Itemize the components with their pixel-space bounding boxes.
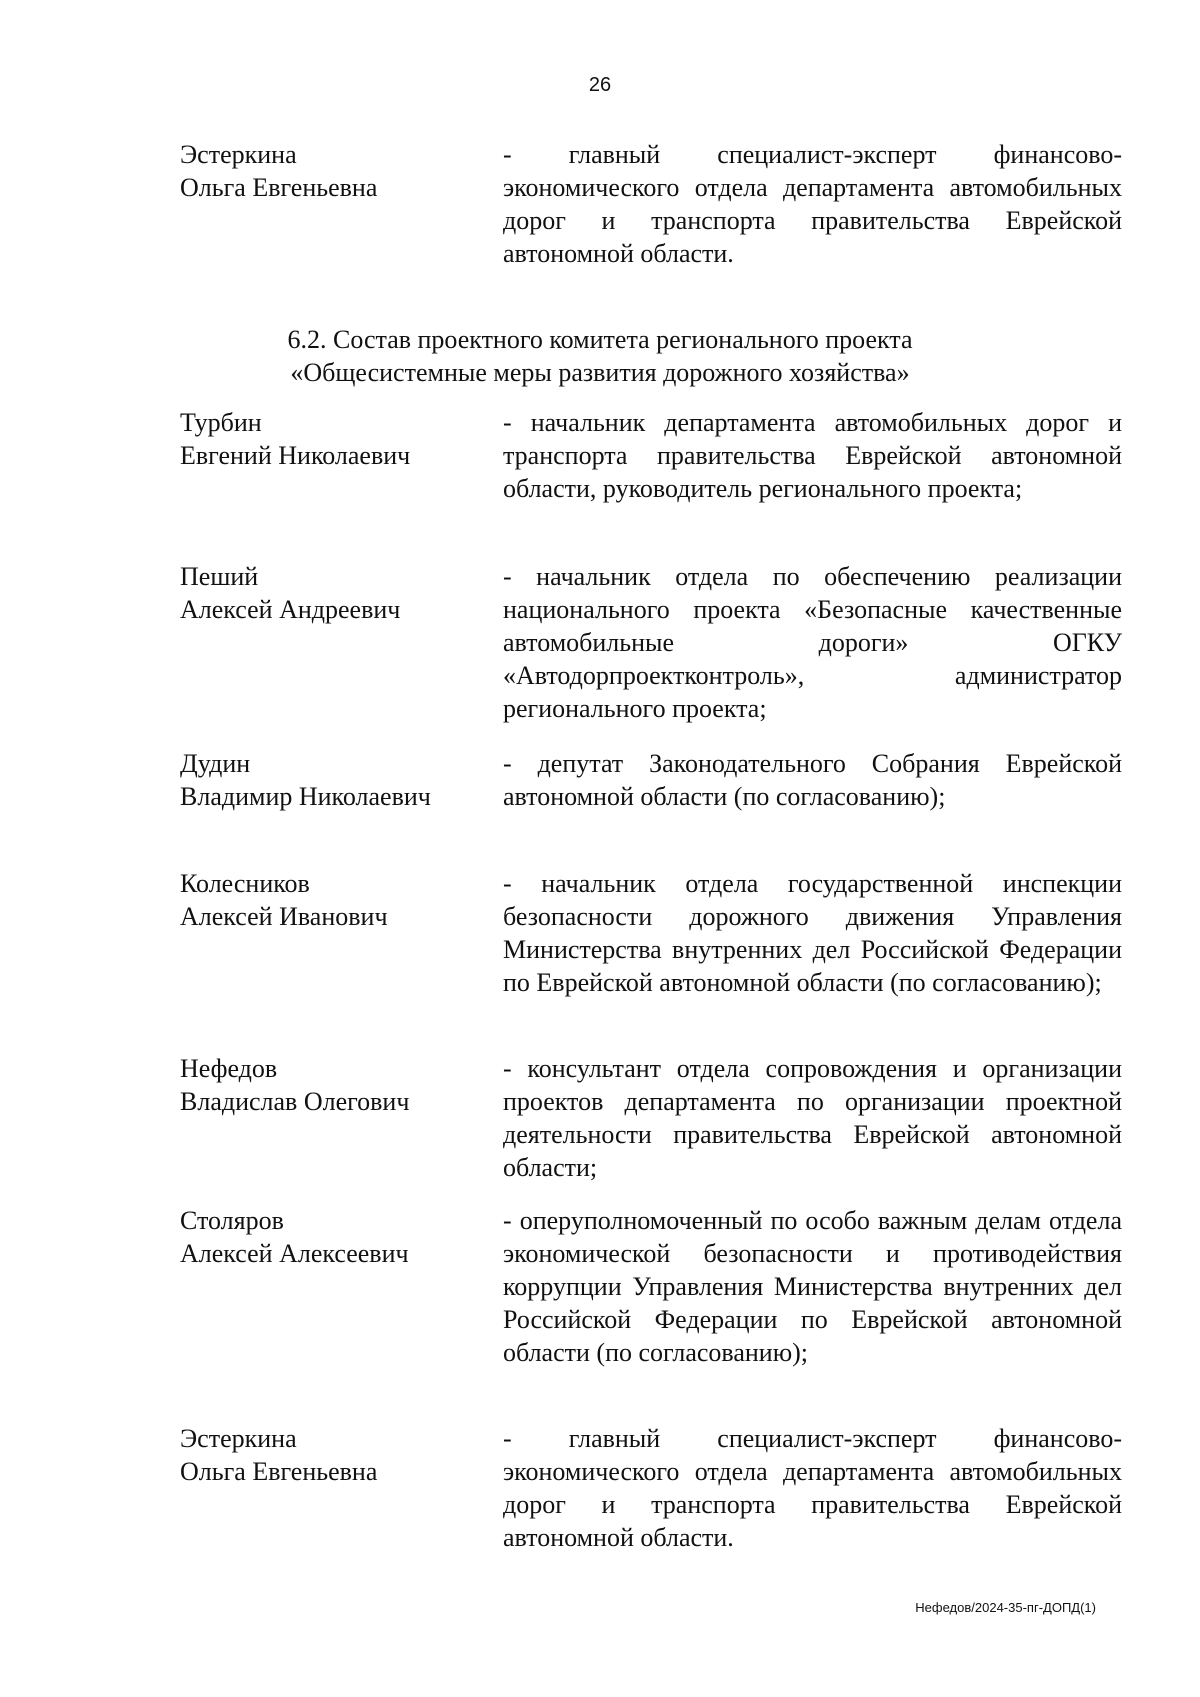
- member-role: - консультант отдела сопровождения и организации проектов департамента по организации проектной деятельности правительства Еврейской автономной области;: [503, 1054, 1122, 1182]
- member-name: [180, 560, 480, 626]
- member-surname: Дудин: [180, 749, 251, 778]
- member-role: - начальник отдела государственной инспекции безопасности дорожного движения Управления Министерства внутренних дел Российской Федерации по Еврейской автономной области (по согласованию);: [503, 869, 1122, 997]
- member-role: - начальник департамента автомобильных дорог и транспорта правительства Еврейской автономной области, руководитель регионального проекта;: [503, 408, 1122, 503]
- section-heading-line-2: «Общесистемные меры развития дорожного хозяйства»: [290, 358, 910, 387]
- section-heading-line-1: 6.2. Состав проектного комитета регионального проекта: [287, 325, 913, 354]
- member-surname: Турбин: [180, 408, 262, 437]
- member-given-names: Ольга Евгеньевна: [180, 1457, 378, 1486]
- document-code: Нефедов/2024-35-пг-ДОПД(1): [915, 1600, 1096, 1615]
- section-heading: [0, 323, 1200, 389]
- member-name: [180, 138, 480, 204]
- member-given-names: Владислав Олегович: [180, 1087, 410, 1116]
- member-surname: Эстеркина: [180, 140, 297, 169]
- page-number: 26: [588, 74, 612, 96]
- member-given-names: Ольга Евгеньевна: [180, 173, 378, 202]
- committee-member: [180, 747, 1122, 813]
- member-role: - начальник отдела по обеспечению реализации национального проекта «Безопасные качественные автомобильные дороги» ОГКУ «Автодорпроектконтроль», администратор регионального проекта;: [503, 562, 1122, 723]
- member-surname: Столяров: [180, 1206, 284, 1235]
- member-given-names: Алексей Алексеевич: [180, 1239, 409, 1268]
- member-name: [180, 867, 480, 933]
- committee-member: [180, 867, 1122, 999]
- member-surname: Пеший: [180, 562, 259, 591]
- committee-entry-top: [180, 138, 1122, 270]
- committee-member: [180, 1204, 1122, 1369]
- member-surname: Колесников: [180, 869, 310, 898]
- member-role: - главный специалист-эксперт финансово-экономического отдела департамента автомобильных дорог и транспорта правительства Еврейской автономной области.: [503, 140, 1122, 268]
- member-name: [180, 747, 480, 813]
- committee-member: [180, 1422, 1122, 1554]
- committee-member: [180, 560, 1122, 725]
- committee-member: [180, 406, 1122, 505]
- member-name: [180, 1052, 480, 1118]
- member-role: - оперуполномоченный по особо важным делам отдела экономической безопасности и противодействия коррупции Управления Министерства внутренних дел Российской Федерации по Еврейской автономной области (по согласованию);: [503, 1206, 1122, 1367]
- member-name: [180, 1422, 480, 1488]
- member-given-names: Алексей Андреевич: [180, 595, 401, 624]
- member-name: [180, 406, 480, 472]
- member-role: - депутат Законодательного Собрания Еврейской автономной области (по согласованию);: [503, 749, 1122, 811]
- member-surname: Нефедов: [180, 1054, 278, 1083]
- member-name: [180, 1204, 480, 1270]
- member-role: - главный специалист-эксперт финансово-экономического отдела департамента автомобильных дорог и транспорта правительства Еврейской автономной области.: [503, 1424, 1122, 1552]
- member-given-names: Евгений Николаевич: [180, 441, 411, 470]
- member-surname: Эстеркина: [180, 1424, 297, 1453]
- member-given-names: Алексей Иванович: [180, 902, 388, 931]
- member-given-names: Владимир Николаевич: [180, 782, 431, 811]
- committee-member: [180, 1052, 1122, 1184]
